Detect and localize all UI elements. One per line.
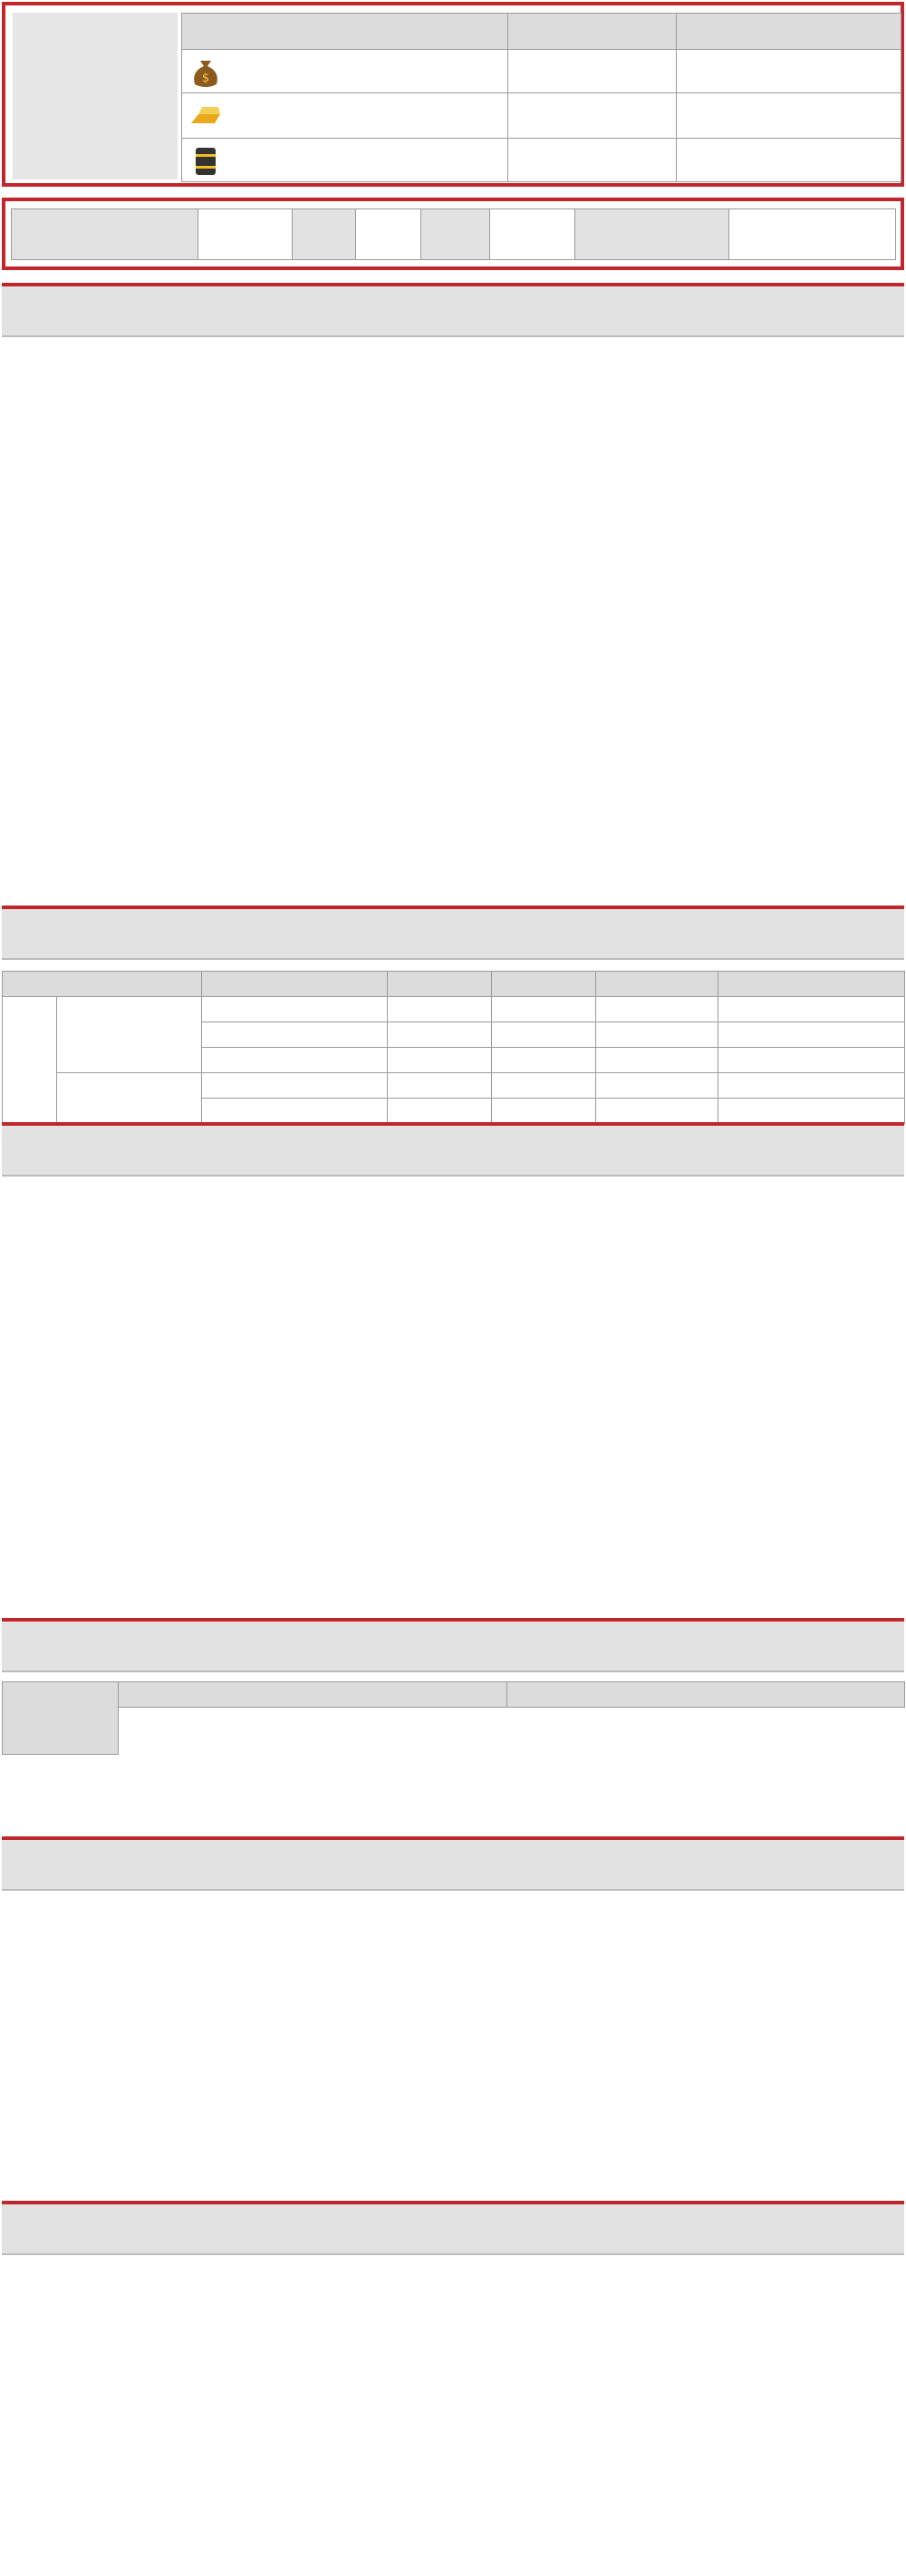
group-institutional xyxy=(57,997,202,1073)
down-arrow-icon xyxy=(677,93,737,139)
commodity-table xyxy=(181,13,901,182)
col-daily-change xyxy=(718,972,905,997)
taiex-table xyxy=(11,208,896,260)
svg-text:$: $ xyxy=(201,71,210,85)
section-title xyxy=(2,1618,904,1672)
side-label xyxy=(3,997,57,1124)
section-title xyxy=(2,2201,904,2255)
section-title xyxy=(2,905,904,960)
col-change xyxy=(677,14,901,50)
taiex-bar xyxy=(2,198,904,270)
commodity-change xyxy=(737,139,901,182)
commodity-row xyxy=(182,93,901,139)
commodity-price xyxy=(508,93,677,139)
board-title-box xyxy=(13,13,178,179)
put-header xyxy=(507,1682,905,1708)
section-fx-futures xyxy=(2,2201,904,2317)
fx-futures-table xyxy=(2,2266,904,2317)
taiex-basis xyxy=(490,209,575,260)
col-commodity xyxy=(182,14,508,50)
taiex-basis-label xyxy=(421,209,490,260)
section-title xyxy=(2,283,904,337)
col-net xyxy=(596,972,718,997)
oil-barrel-icon xyxy=(188,142,224,179)
section-options-top10 xyxy=(2,1618,904,1755)
commodity-board xyxy=(2,2,904,187)
taiex-value xyxy=(198,209,293,260)
gold-bag-icon xyxy=(188,53,224,90)
table-row xyxy=(3,997,905,1022)
section-options-series xyxy=(2,1122,904,1186)
commodity-row xyxy=(182,50,901,93)
commodity-change xyxy=(737,50,901,93)
group-large-traders xyxy=(57,1073,202,1124)
total-volume xyxy=(729,209,896,260)
commodity-price xyxy=(508,50,677,93)
large-traders-table xyxy=(2,971,905,1124)
commodity-row xyxy=(182,139,901,182)
col-long xyxy=(388,972,492,997)
commodity-price xyxy=(508,139,677,182)
section-index-futures xyxy=(2,283,904,401)
col-trader-type xyxy=(202,972,388,997)
section-large-traders xyxy=(2,905,904,1124)
down-arrow-icon xyxy=(677,50,737,93)
col-price xyxy=(508,14,677,50)
index-futures-table xyxy=(2,348,904,401)
stock-futures-table xyxy=(2,1902,904,1954)
taiex-change xyxy=(356,209,421,260)
unit-label xyxy=(3,972,202,997)
commodity-change xyxy=(737,93,901,139)
table-row xyxy=(3,1073,905,1099)
gold-bar-icon xyxy=(188,98,224,134)
section-stock-futures xyxy=(2,1836,904,1954)
taiex-change-label xyxy=(293,209,356,260)
taiex-label xyxy=(12,209,198,260)
col-short xyxy=(492,972,596,997)
call-header xyxy=(119,1682,507,1708)
options-top10-table xyxy=(2,1681,905,1755)
